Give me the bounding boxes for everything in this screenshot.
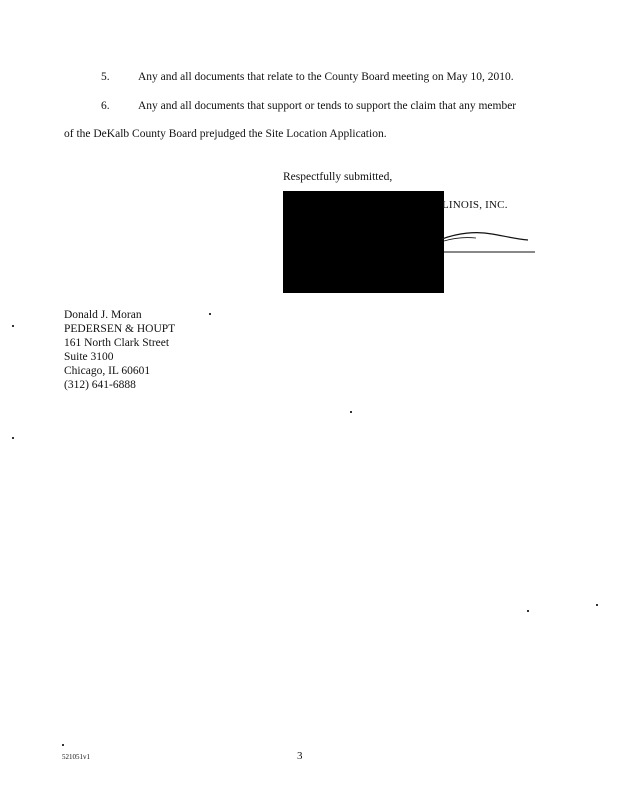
item-5-text: Any and all documents that relate to the County Board meeting on May 10, 2010.: [138, 71, 514, 83]
closing-text: Respectfully submitted,: [283, 171, 393, 183]
signature-mark: [440, 225, 540, 257]
redaction-box: [283, 191, 444, 293]
item-6-continuation: of the DeKalb County Board prejudged the Site Location Application.: [64, 128, 387, 140]
scan-speck: [12, 437, 14, 439]
attorney-phone: (312) 641-6888: [64, 379, 136, 391]
address-city: Chicago, IL 60601: [64, 365, 151, 377]
attorney-name: Donald J. Moran: [64, 309, 142, 321]
company-name-fragment: LINOIS, INC.: [442, 199, 508, 211]
item-6-text: Any and all documents that support or tends to support the claim that any member: [138, 100, 517, 112]
document-id: 521051v1: [62, 753, 90, 761]
address-street: 161 North Clark Street: [64, 337, 170, 349]
address-suite: Suite 3100: [64, 351, 114, 363]
scan-speck: [350, 411, 352, 413]
item-6-number: 6.: [101, 100, 110, 112]
scan-speck: [527, 610, 529, 612]
scan-speck: [209, 313, 211, 315]
firm-name: PEDERSEN & HOUPT: [64, 323, 176, 335]
page-number: 3: [297, 750, 303, 762]
scan-speck: [12, 325, 14, 327]
scan-speck: [62, 744, 64, 746]
item-5-number: 5.: [101, 71, 110, 83]
scan-speck: [596, 604, 598, 606]
